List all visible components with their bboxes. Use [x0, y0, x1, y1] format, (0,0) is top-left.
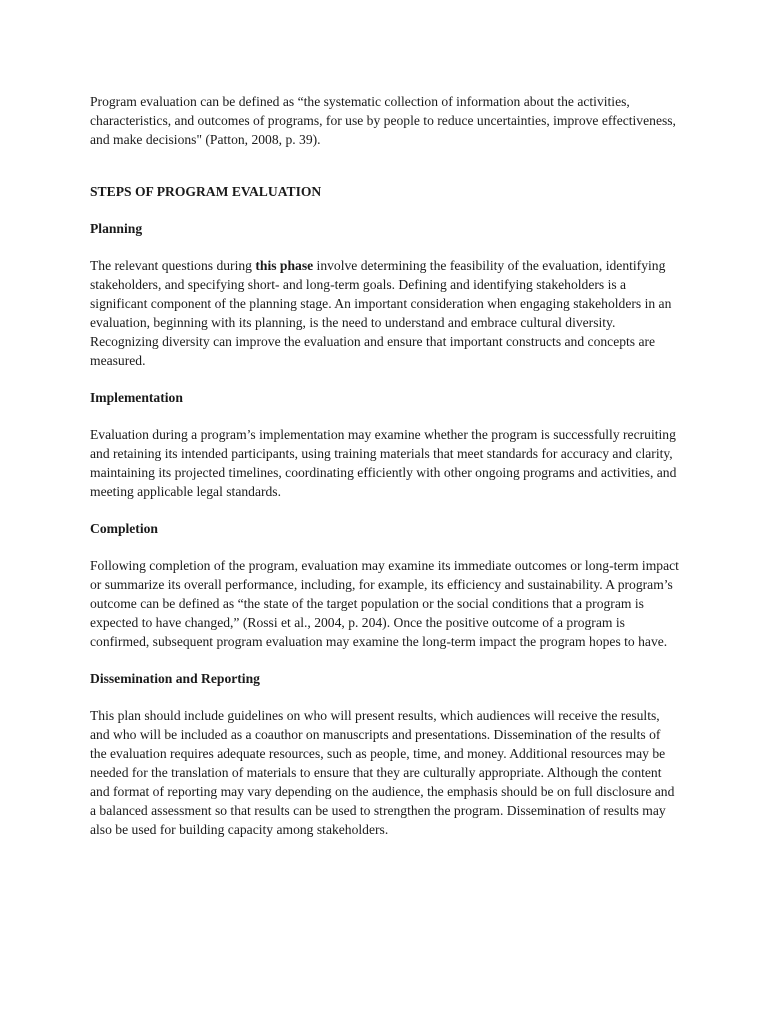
implementation-paragraph: Evaluation during a program’s implementation may examine whether the program is successfully recruiting and retaining its intended participants, using training materials that meet standards for accuracy and clarity, maintaining its projected timelines, coordinating efficiently with other ongoing programs and activities, and meeting applicable legal standards.	[90, 427, 677, 499]
dissemination-paragraph: This plan should include guidelines on who will present results, which audiences will receive the results, and who will be included as a coauthor on manuscripts and presentations. Dissemination of the results of the evaluation requires adequate resources, such as people, time, and money. Additional resources may be needed for the translation of materials to ensure that they are culturally appropriate. Although the content and format of reporting may vary depending on the audience, the emphasis should be on full disclosure and a balanced assessment so that results can be used to strengthen the program. Dissemination of results may also be used for building capacity among stakeholders.	[90, 708, 675, 837]
planning-paragraph	[90, 256, 680, 370]
planning-bold-phrase: this phase	[255, 258, 314, 273]
planning-text-before: The relevant questions during	[90, 258, 256, 273]
implementation-heading: Implementation	[90, 390, 183, 405]
intro-paragraph: Program evaluation can be defined as “the systematic collection of information about the activities, characteristics, and outcomes of programs, for use by people to reduce uncertainties, improve effectiveness, and make decisions" (Patton, 2008, p. 39).	[90, 94, 676, 147]
planning-heading: Planning	[90, 221, 143, 236]
completion-heading: Completion	[90, 521, 158, 536]
planning-text-after: involve determining the feasibility of the evaluation, identifying stakeholders, and specifying short- and long-term goals. Defining and identifying stakeholders is a significant component of the planning stage. An important consideration when engaging stakeholders in an evaluation, beginning with its planning, is the need to understand and embrace cultural diversity. Recognizing diversity can improve the evaluation and ensure that important constructs and concepts are measured.	[90, 258, 672, 368]
section-title: STEPS OF PROGRAM EVALUATION	[90, 184, 322, 199]
dissemination-heading: Dissemination and Reporting	[90, 671, 260, 686]
completion-paragraph: Following completion of the program, evaluation may examine its immediate outcomes or long-term impact or summarize its overall performance, including, for example, its efficiency and sustainability. A program’s outcome can be defined as “the state of the target population or the social conditions that a program is expected to have changed,” (Rossi et al., 2004, p. 204). Once the positive outcome of a program is confirmed, subsequent program evaluation may examine the long-term impact the program hopes to have.	[90, 558, 679, 649]
document-page	[90, 92, 680, 857]
